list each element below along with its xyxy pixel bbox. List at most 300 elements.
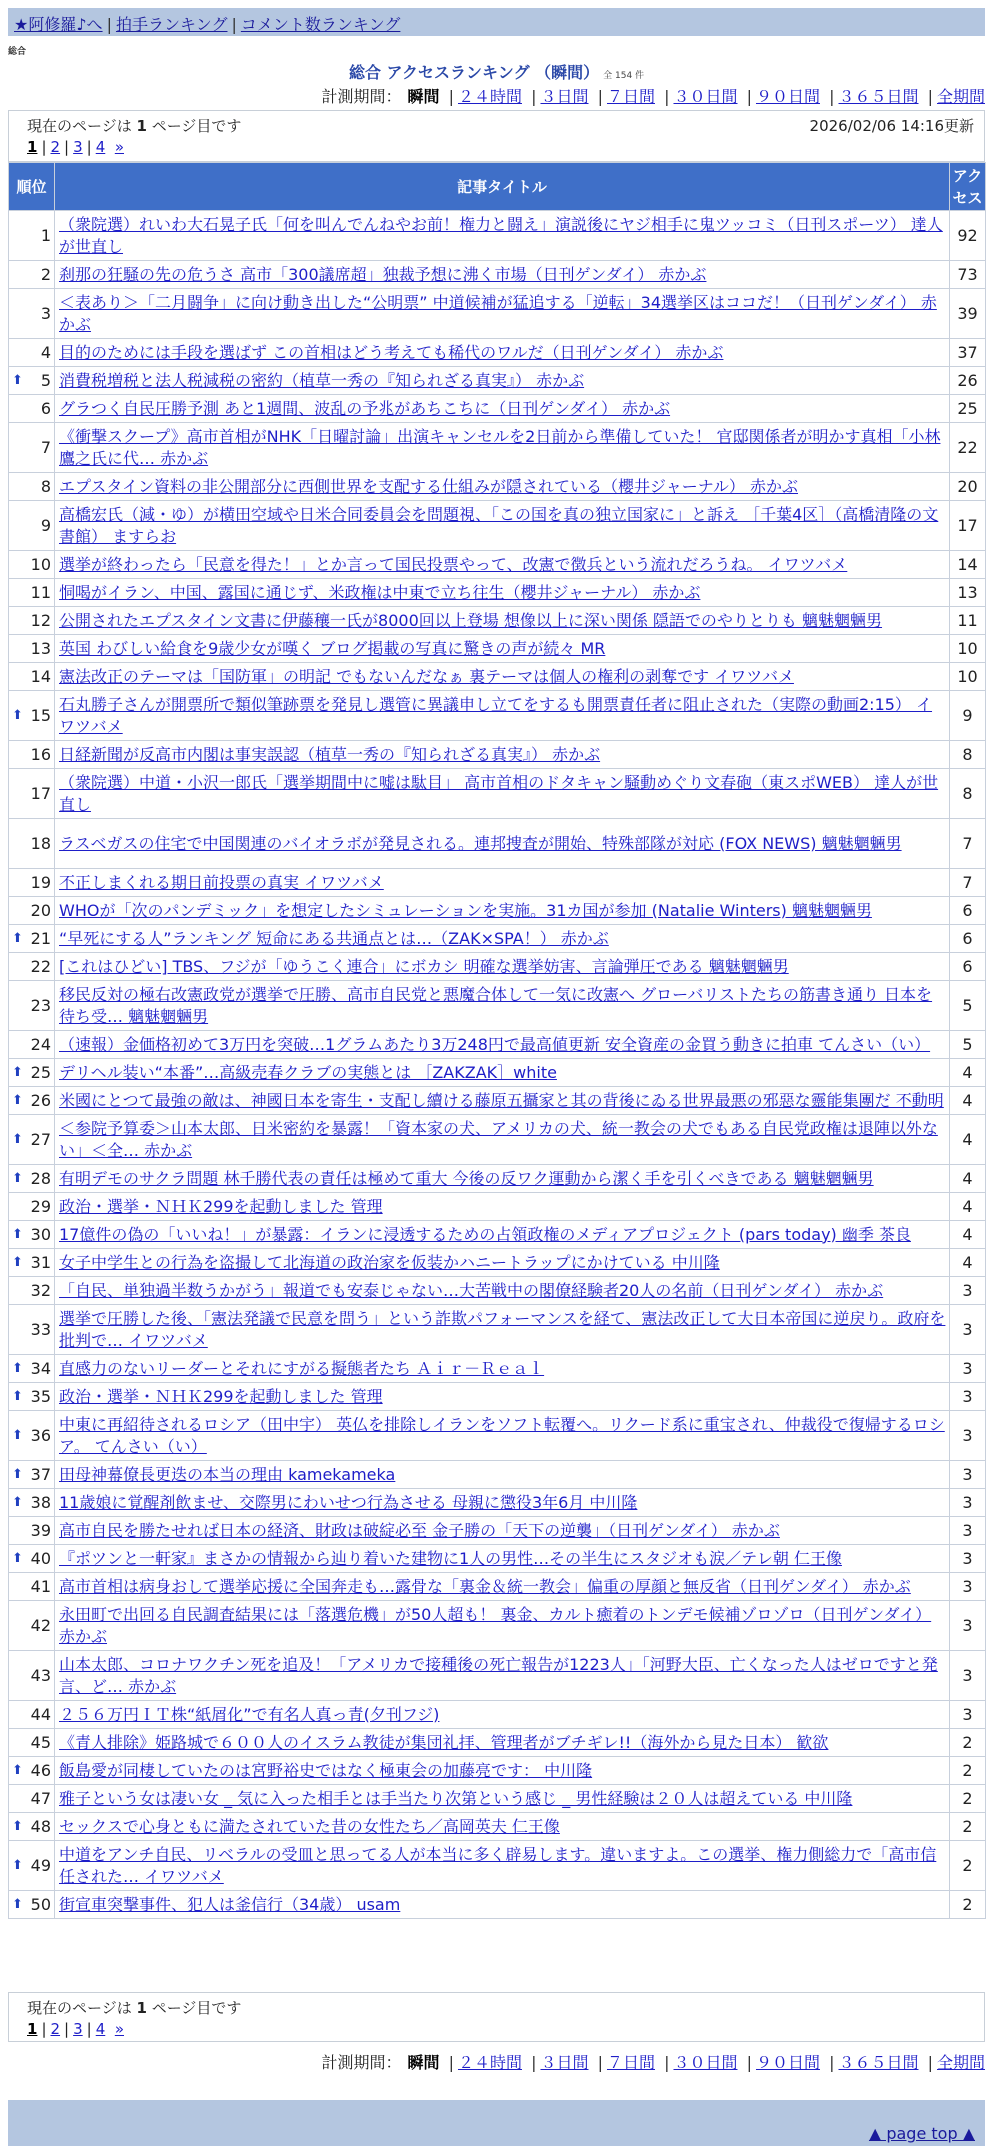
page-link-2[interactable]: 2	[50, 138, 61, 156]
rank-up-arrow-icon: ⬆	[12, 1254, 23, 1270]
period-all[interactable]: 全期間	[936, 87, 985, 106]
rank-cell	[9, 1411, 55, 1461]
title-cell	[55, 741, 950, 769]
rank-up-arrow-icon: ⬆	[12, 1818, 23, 1834]
table-row	[9, 1461, 986, 1489]
ranking-body	[9, 211, 986, 1919]
table-row	[9, 607, 986, 635]
table-row	[9, 1059, 986, 1087]
rank-up-arrow-icon: ⬆	[12, 1131, 23, 1147]
access-count: 17	[950, 501, 986, 551]
rank-number: 29	[30, 1196, 51, 1216]
access-count: 25	[950, 395, 986, 423]
title-cell	[55, 663, 950, 691]
title-cell	[55, 367, 950, 395]
home-link[interactable]: ★阿修羅♪へ	[14, 15, 103, 34]
rank-number: 24	[30, 1034, 51, 1054]
rank-number: 46	[30, 1760, 51, 1780]
table-row	[9, 663, 986, 691]
rank-cell	[9, 261, 55, 289]
article-link[interactable]: 選挙が終わったら「民意を得た！」とか言って国民投票やって、改憲で徴兵という流れだろうね。 イワツバメ	[59, 554, 848, 574]
title-cell	[55, 1489, 950, 1517]
title-cell	[55, 635, 950, 663]
title-cell	[55, 897, 950, 925]
rank-up-arrow-icon: ⬆	[12, 1494, 23, 1510]
rank-cell	[9, 423, 55, 473]
rank-cell	[9, 691, 55, 741]
ranking-table	[8, 162, 986, 1919]
access-count: 4	[950, 1193, 986, 1221]
access-count: 2	[950, 1813, 986, 1841]
table-row	[9, 981, 986, 1031]
rank-cell	[9, 1383, 55, 1411]
next-page-link[interactable]: »	[114, 2020, 124, 2038]
article-link[interactable]: 高市首相は病身おして選挙応援に全国奔走も…露骨な「裏金＆統一教会」偏重の厚顔と無反省（日刊ゲンダイ） 赤かぶ	[59, 1576, 911, 1596]
table-row	[9, 211, 986, 261]
title-cell	[55, 1785, 950, 1813]
title-cell	[55, 981, 950, 1031]
article-link[interactable]: WHOが「次のパンデミック」を想定したシミュレーションを実施。31カ国が参加 (Natalie Winters) 魑魅魍魎男	[59, 900, 872, 920]
rank-up-arrow-icon: ⬆	[12, 1427, 23, 1443]
access-count: 3	[950, 1701, 986, 1729]
rank-number: 2	[40, 264, 51, 284]
rank-cell	[9, 501, 55, 551]
access-count: 3	[950, 1411, 986, 1461]
article-link[interactable]: ＜表あり＞「二月闘争」に向け動き出した“公明票” 中道候補が猛追する「逆転」34選挙区はココだ！（日刊ゲンダイ） 赤かぶ	[59, 292, 937, 334]
rank-cell	[9, 925, 55, 953]
table-row	[9, 741, 986, 769]
rank-number: 15	[30, 705, 51, 725]
article-link[interactable]: 憲法改正のテーマは「国防軍」の明記 でもないんだなぁ 裏テーマは個人の権利の剥奪です イワツバメ	[59, 666, 794, 686]
article-link[interactable]: 飯島愛が同棲していたのは宮野裕史ではなく極東会の加藤亮です： 中川隆	[59, 1760, 593, 1780]
rank-number: 25	[30, 1062, 51, 1082]
rank-number: 36	[30, 1425, 51, 1445]
access-count: 37	[950, 339, 986, 367]
rank-up-arrow-icon: ⬆	[12, 1550, 23, 1566]
title-cell	[55, 1757, 950, 1785]
title-cell	[55, 1355, 950, 1383]
article-link[interactable]: 17億件の偽の「いいね！」が暴露：イランに浸透するための占領政権のメディアプロジェクト (pars today) 幽季 茶良	[59, 1224, 911, 1244]
rank-number: 5	[40, 370, 51, 390]
title-cell	[55, 1601, 950, 1651]
table-row	[9, 423, 986, 473]
rank-cell	[9, 1813, 55, 1841]
access-count: 10	[950, 635, 986, 663]
page-status: 現在のページは 1 ページ目です	[27, 116, 242, 135]
title-cell	[55, 261, 950, 289]
article-link[interactable]: 田母神幕僚長更迭の本当の理由 kamekameka	[59, 1464, 396, 1484]
access-count: 4	[950, 1059, 986, 1087]
rank-cell	[9, 473, 55, 501]
article-link[interactable]: 英国 わびしい給食を9歳少女が嘆く ブログ掲載の写真に驚きの声が続々 MR	[59, 638, 606, 658]
table-row	[9, 1757, 986, 1785]
access-count: 8	[950, 769, 986, 819]
period-all[interactable]: 全期間	[936, 2053, 985, 2072]
access-count: 3	[950, 1545, 986, 1573]
next-page-link[interactable]: »	[114, 138, 124, 156]
table-row	[9, 1785, 986, 1813]
article-link[interactable]: 山本太郎、コロナワクチン死を追及！「アメリカで接種後の死亡報告が1223人」「河野大臣、亡くなった人はゼロですと発言、ど… 赤かぶ	[59, 1654, 938, 1696]
table-row	[9, 635, 986, 663]
access-count: 39	[950, 289, 986, 339]
page-link-1[interactable]: 1	[27, 2020, 38, 2038]
title-cell	[55, 1813, 950, 1841]
article-link[interactable]: 中東に再紹待されるロシア（田中宇） 英仏を排除しイランをソフト転覆へ。リクード系に重宝され、仲裁役で復帰するロシア。 てんさい（い）	[59, 1414, 945, 1456]
title-cell	[55, 869, 950, 897]
rank-cell	[9, 1305, 55, 1355]
access-count: 13	[950, 579, 986, 607]
title-cell	[55, 769, 950, 819]
table-row	[9, 1031, 986, 1059]
table-row	[9, 1573, 986, 1601]
rank-number: 28	[30, 1168, 51, 1188]
article-link[interactable]: 有明デモのサクラ問題 林千勝代表の責任は極めて重大 今後の反ワク運動から潔く手を引くべきである 魑魅魍魎男	[59, 1168, 874, 1188]
title-cell	[55, 819, 950, 869]
article-link[interactable]: 政治・選挙・ＮＨＫ299を起動しました 管理	[59, 1386, 383, 1406]
rank-cell	[9, 635, 55, 663]
title-cell	[55, 395, 950, 423]
col-header-access: アクセス	[950, 163, 986, 211]
table-row	[9, 1489, 986, 1517]
rank-cell	[9, 1489, 55, 1517]
rank-number: 37	[30, 1464, 51, 1484]
article-link[interactable]: （速報）金価格初めて3万円を突破…1グラムあたり3万248円で最高値更新 安全資産の金買う動きに拍車 てんさい（い）	[59, 1034, 931, 1054]
access-count: 2	[950, 1841, 986, 1891]
rank-cell	[9, 1573, 55, 1601]
article-link[interactable]: 中道をアンチ自民、リベラルの受皿と思ってる人が本当に多く辟易します。違いますよ。この選挙、権力側総力で「高市信任された… イワツバメ	[59, 1844, 937, 1886]
table-row	[9, 1355, 986, 1383]
period-current: 瞬間	[407, 87, 440, 106]
rank-number: 23	[30, 995, 51, 1015]
article-link[interactable]: 移民反対の極右改憲政党が選挙で圧勝、高市自民党と悪魔合体して一気に改憲へ グローバリストたちの筋書き通り 日本を待ち受… 魑魅魍魎男	[59, 984, 933, 1026]
article-link[interactable]: グラつく自民圧勝予測 あと1週間、波乱の予兆があちこちに（日刊ゲンダイ） 赤かぶ	[59, 398, 671, 418]
rank-number: 21	[30, 928, 51, 948]
rank-cell	[9, 1601, 55, 1651]
table-row	[9, 1193, 986, 1221]
article-link[interactable]: 日経新聞が反高市内閣は事実誤認（植草一秀の『知られざる真実』） 赤かぶ	[59, 744, 601, 764]
page-link-3[interactable]: 3	[73, 138, 83, 156]
access-count: 3	[950, 1517, 986, 1545]
access-count: 10	[950, 663, 986, 691]
title-cell	[55, 1059, 950, 1087]
table-row	[9, 897, 986, 925]
rank-up-arrow-icon: ⬆	[12, 1857, 23, 1873]
period-365d[interactable]: ３６５日間	[838, 87, 919, 106]
period-3d[interactable]: ３日間	[540, 2053, 589, 2072]
rank-up-arrow-icon: ⬆	[12, 1092, 23, 1108]
rank-number: 39	[30, 1520, 51, 1540]
rank-cell	[9, 1651, 55, 1701]
table-row	[9, 925, 986, 953]
rank-up-arrow-icon: ⬆	[12, 1762, 23, 1778]
total-count: 全 154 件	[603, 71, 645, 81]
article-link[interactable]: 政治・選挙・ＮＨＫ299を起動しました 管理	[59, 1196, 383, 1216]
title-cell	[55, 953, 950, 981]
title-cell	[55, 1221, 950, 1249]
title-cell	[55, 1701, 950, 1729]
col-header-title: 記事タイトル	[55, 163, 950, 211]
access-count: 6	[950, 925, 986, 953]
access-count: 4	[950, 1221, 986, 1249]
article-link[interactable]: 永田町で出回る自民調査結果には「落選危機」が50人超も！ 裏金、カルト癒着のトンデモ候補ゾロゾロ（日刊ゲンダイ） 赤かぶ	[59, 1604, 932, 1646]
rank-up-arrow-icon: ⬆	[12, 372, 23, 388]
col-header-rank: 順位	[9, 163, 55, 211]
rank-number: 45	[30, 1732, 51, 1752]
rank-cell	[9, 1545, 55, 1573]
rank-number: 50	[30, 1894, 51, 1914]
period-7d[interactable]: ７日間	[606, 2053, 655, 2072]
table-row	[9, 1277, 986, 1305]
rank-number: 41	[30, 1576, 51, 1596]
article-link[interactable]: 選挙で圧勝した後、「憲法発議で民意を問う」という詐欺パフォーマンスを経て、憲法改正して大日本帝国に逆戻り。政府を批判で… イワツバメ	[59, 1308, 946, 1350]
access-count: 4	[950, 1115, 986, 1165]
article-link[interactable]: （衆院選）れいわ大石晃子氏「何を叫んでんねやお前！権力と闘え」演説後にヤジ相手に鬼ツッコミ（日刊スポーツ） 達人が世直し	[59, 214, 943, 256]
article-link[interactable]: 雅子という女は凄い女 _ 気に入った相手とは手当たり次第という感じ _ 男性経験は２０人は超えている 中川隆	[59, 1788, 853, 1808]
rank-number: 43	[30, 1665, 51, 1685]
access-count: 3	[950, 1355, 986, 1383]
rank-cell	[9, 1249, 55, 1277]
title-cell	[55, 1305, 950, 1355]
article-link[interactable]: 刹那の狂騒の先の危うさ 高市「300議席超」独裁予想に沸く市場（日刊ゲンダイ） 赤かぶ	[59, 264, 707, 284]
period-3d[interactable]: ３日間	[540, 87, 589, 106]
access-count: 3	[950, 1573, 986, 1601]
period-label: 計測期間：	[321, 87, 402, 106]
rank-cell	[9, 1729, 55, 1757]
rank-up-arrow-icon: ⬆	[12, 1388, 23, 1404]
article-link[interactable]: 直感力のないリーダーとそれにすがる擬態者たち Ａｉｒ－Ｒｅａｌ	[59, 1358, 545, 1378]
period-7d[interactable]: ７日間	[606, 87, 655, 106]
rank-number: 18	[30, 833, 51, 853]
rank-cell	[9, 1461, 55, 1489]
period-90d[interactable]: ９０日間	[755, 2053, 820, 2072]
rank-cell	[9, 289, 55, 339]
table-row	[9, 1249, 986, 1277]
access-count: 3	[950, 1383, 986, 1411]
access-count: 8	[950, 741, 986, 769]
rank-number: 12	[30, 610, 51, 630]
rank-number: 20	[30, 900, 51, 920]
rank-up-arrow-icon: ⬆	[12, 930, 23, 946]
article-link[interactable]: エプスタイン資料の非公開部分に西側世界を支配する仕組みが隠されている（櫻井ジャーナル） 赤かぶ	[59, 476, 799, 496]
rank-cell	[9, 1757, 55, 1785]
period-selector-top: 計測期間： 瞬間 | ２４時間 | ３日間 | ７日間 | ３０日間 | ９０日間 | ３６５日間 | 全期間	[321, 87, 985, 106]
article-link[interactable]: “早死にする人”ランキング 短命にある共通点とは…（ZAK×SPA！） 赤かぶ	[59, 928, 609, 948]
article-link[interactable]: （衆院選）中道・小沢一郎氏「選挙期間中に嘘は駄目」 高市首相のドタキャン騒動めぐり文春砲（東スポWEB） 達人が世直し	[59, 772, 939, 814]
rank-number: 34	[30, 1358, 51, 1378]
rank-number: 7	[40, 437, 51, 457]
rank-cell	[9, 953, 55, 981]
title-cell	[55, 925, 950, 953]
access-count: 73	[950, 261, 986, 289]
article-link[interactable]: 米國にとつて最強の敵は、神國日本を寄生・支配し續ける藤原五攝家と其の背後にゐる世界最悪の邪惡な靈能集團だ 不動明	[59, 1090, 944, 1110]
table-row	[9, 1517, 986, 1545]
table-row	[9, 769, 986, 819]
access-count: 4	[950, 1249, 986, 1277]
page-link-3[interactable]: 3	[73, 2020, 83, 2038]
rank-number: 32	[30, 1280, 51, 1300]
article-link[interactable]: 《衝撃スクープ》高市首相がNHK「日曜討論」出演キャンセルを2日前から準備していた！ 官邸関係者が明かす真相「小林鷹之氏に代… 赤かぶ	[59, 426, 941, 468]
table-row	[9, 551, 986, 579]
title-cell	[55, 1031, 950, 1059]
rank-number: 33	[30, 1319, 51, 1339]
nav-separator: |	[106, 15, 112, 34]
rank-cell	[9, 1087, 55, 1115]
table-row	[9, 1701, 986, 1729]
title-cell	[55, 1651, 950, 1701]
rank-cell	[9, 663, 55, 691]
rank-cell	[9, 819, 55, 869]
rank-cell	[9, 1059, 55, 1087]
table-row	[9, 367, 986, 395]
title-cell	[55, 289, 950, 339]
rank-number: 14	[30, 666, 51, 686]
access-count: 3	[950, 1651, 986, 1701]
rank-cell	[9, 1115, 55, 1165]
article-link[interactable]: 「自民、単独過半数うかがう」報道でも安泰じゃない…大苦戦中の閣僚経験者20人の名前（日刊ゲンダイ） 赤かぶ	[59, 1280, 884, 1300]
table-row	[9, 1115, 986, 1165]
article-link[interactable]: 街宣車突撃事件、犯人は釜信行（34歳） usam	[59, 1894, 401, 1914]
title-cell	[55, 1891, 950, 1919]
access-count: 5	[950, 1031, 986, 1059]
rank-number: 22	[30, 956, 51, 976]
period-30d[interactable]: ３０日間	[673, 2053, 738, 2072]
rank-number: 49	[30, 1855, 51, 1875]
title-cell	[55, 1545, 950, 1573]
rank-number: 9	[40, 515, 51, 535]
rank-cell	[9, 395, 55, 423]
rank-number: 38	[30, 1492, 51, 1512]
rank-number: 48	[30, 1816, 51, 1836]
period-selector-bottom: 計測期間： 瞬間 | ２４時間 | ３日間 | ７日間 | ３０日間 | ９０日間 | ３６５日間 | 全期間	[321, 2053, 985, 2072]
table-row	[9, 1841, 986, 1891]
period-90d[interactable]: ９０日間	[755, 87, 820, 106]
rank-cell	[9, 897, 55, 925]
rank-cell	[9, 1355, 55, 1383]
title-cell	[55, 1461, 950, 1489]
article-link[interactable]: 石丸勝子さんが開票所で類似筆跡票を発見し選管に異議申し立てをするも開票責任者に阻止された（実際の動画2:15） イワツバメ	[59, 694, 933, 736]
article-link[interactable]: 高橋宏氏（減・ゆ）が横田空域や日米合同委員会を問題視、「この国を真の独立国家に」と訴え ［千葉4区］（高橋清隆の文書館） ますらお	[59, 504, 939, 546]
rank-up-arrow-icon: ⬆	[12, 1466, 23, 1482]
rank-cell	[9, 1891, 55, 1919]
title-cell	[55, 473, 950, 501]
rank-number: 44	[30, 1704, 51, 1724]
article-link[interactable]: ２５６万円ＩＴ株“紙屑化”で有名人真っ青(夕刊フジ)	[59, 1704, 440, 1724]
table-row	[9, 1891, 986, 1919]
rank-number: 6	[40, 398, 51, 418]
pager-bottom: 現在のページは 1 ページ目です 1 | 2 | 3 | 4 »	[8, 1992, 985, 2042]
article-link[interactable]: 女子中学生との行為を盗撮して北海道の政治家を仮装かハニートラップにかけている 中川隆	[59, 1252, 720, 1272]
rank-cell	[9, 1165, 55, 1193]
title-cell	[55, 1729, 950, 1757]
article-link[interactable]: 不正しまくれる期日前投票の真実 イワツバメ	[59, 872, 384, 892]
rank-number: 16	[30, 744, 51, 764]
article-link[interactable]: 公開されたエプスタイン文書に伊藤穰一氏が8000回以上登場 想像以上に深い関係 隠語でのやりとりも 魑魅魍魎男	[59, 610, 883, 630]
period-365d[interactable]: ３６５日間	[838, 2053, 919, 2072]
table-row	[9, 261, 986, 289]
article-link[interactable]: 11歳娘に覚醒剤飲ませ、交際男にわいせつ行為させる 母親に懲役3年6月 中川隆	[59, 1492, 638, 1512]
article-link[interactable]: 消費税増税と法人税減税の密約（植草一秀の『知られざる真実』） 赤かぶ	[59, 370, 585, 390]
rank-cell	[9, 1193, 55, 1221]
table-row	[9, 1383, 986, 1411]
access-count: 2	[950, 1891, 986, 1919]
table-row	[9, 1651, 986, 1701]
article-link[interactable]: セックスで心身ともに満たされていた昔の女性たち／高岡英夫 仁王像	[59, 1816, 560, 1836]
pager-top: 現在のページは 1 ページ目です 2026/02/06 14:16更新 1 | 2 | 3 | 4 »	[8, 110, 985, 162]
article-link[interactable]: デリヘル装い“本番”…高級売春クラブの実態とは ［ZAKZAK］white	[59, 1062, 557, 1082]
access-count: 4	[950, 1087, 986, 1115]
title-cell	[55, 1087, 950, 1115]
page-status: 現在のページは 1 ページ目です	[27, 1998, 242, 2017]
comment-ranking-link[interactable]: コメント数ランキング	[240, 15, 401, 34]
article-link[interactable]: 《青人排除》姫路城で６００人のイスラム教徒が集団礼拝、管理者がブチギレ!!（海外から見た日本） 歓欲	[59, 1732, 829, 1752]
access-count: 6	[950, 953, 986, 981]
title-cell	[55, 1277, 950, 1305]
title-cell	[55, 1841, 950, 1891]
access-count: 3	[950, 1305, 986, 1355]
access-count: 3	[950, 1489, 986, 1517]
table-row	[9, 869, 986, 897]
rank-up-arrow-icon: ⬆	[12, 1896, 23, 1912]
title-cell	[55, 1249, 950, 1277]
table-row	[9, 1601, 986, 1651]
article-link[interactable]: 目的のためには手段を選ばず この首相はどう考えても稀代のワルだ（日刊ゲンダイ） 赤かぶ	[59, 342, 724, 362]
page-top-link[interactable]: ▲ page top ▲	[868, 2124, 975, 2143]
rank-number: 42	[30, 1615, 51, 1635]
table-row	[9, 1221, 986, 1249]
title-cell	[55, 551, 950, 579]
rank-cell	[9, 607, 55, 635]
table-row	[9, 1305, 986, 1355]
access-count: 6	[950, 897, 986, 925]
access-count: 5	[950, 981, 986, 1031]
page-link-4[interactable]: 4	[95, 2020, 106, 2038]
rank-cell	[9, 869, 55, 897]
page-link-4[interactable]: 4	[95, 138, 106, 156]
updated-timestamp: 2026/02/06 14:16更新	[809, 116, 974, 135]
rank-cell	[9, 1701, 55, 1729]
access-count: 14	[950, 551, 986, 579]
article-link[interactable]: ラスベガスの住宅で中国関連のバイオラボが発見される。連邦捜査が開始、特殊部隊が対応 (FOX NEWS) 魑魅魍魎男	[59, 833, 902, 853]
table-row	[9, 1411, 986, 1461]
rank-cell	[9, 1517, 55, 1545]
rank-cell	[9, 981, 55, 1031]
article-link[interactable]: [これはひどい] TBS、フジが「ゆうこく連合」にボカシ 明確な選挙妨害、言論弾圧である 魑魅魍魎男	[59, 956, 789, 976]
article-link[interactable]: 高市自民を勝たせれば日本の経済、財政は破綻必至 金子勝の「天下の逆襲」（日刊ゲンダイ） 赤かぶ	[59, 1520, 780, 1540]
access-count: 3	[950, 1277, 986, 1305]
page-link-2[interactable]: 2	[50, 2020, 61, 2038]
period-24h[interactable]: ２４時間	[457, 87, 522, 106]
article-link[interactable]: ＜参院予算委＞山本太郎、日米密約を暴露！「資本家の犬、アメリカの犬、統一教会の犬でもある自民党政権は退陣以外ない」＜全… 赤かぶ	[59, 1118, 938, 1160]
article-link[interactable]: 『ポツンと一軒家』まさかの情報から辿り着いた建物に1人の男性…その半生にスタジオも涙／テレ朝 仁王像	[59, 1548, 842, 1568]
table-row	[9, 1813, 986, 1841]
applause-ranking-link[interactable]: 拍手ランキング	[115, 15, 228, 34]
access-count: 26	[950, 367, 986, 395]
article-link[interactable]: 恫喝がイラン、中国、露国に通じず、米政権は中東で立ち往生（櫻井ジャーナル） 赤かぶ	[59, 582, 701, 602]
rank-cell	[9, 551, 55, 579]
rank-number: 3	[40, 303, 51, 323]
period-30d[interactable]: ３０日間	[673, 87, 738, 106]
page-title-text: 総合 アクセスランキング （瞬間）	[348, 63, 600, 82]
rank-cell	[9, 1031, 55, 1059]
rank-cell	[9, 1221, 55, 1249]
period-24h[interactable]: ２４時間	[457, 2053, 522, 2072]
page-link-1[interactable]: 1	[27, 138, 38, 156]
rank-number: 10	[30, 554, 51, 574]
title-cell	[55, 1411, 950, 1461]
top-nav-bar	[8, 8, 985, 36]
rank-number: 47	[30, 1788, 51, 1808]
rank-number: 17	[30, 783, 51, 803]
